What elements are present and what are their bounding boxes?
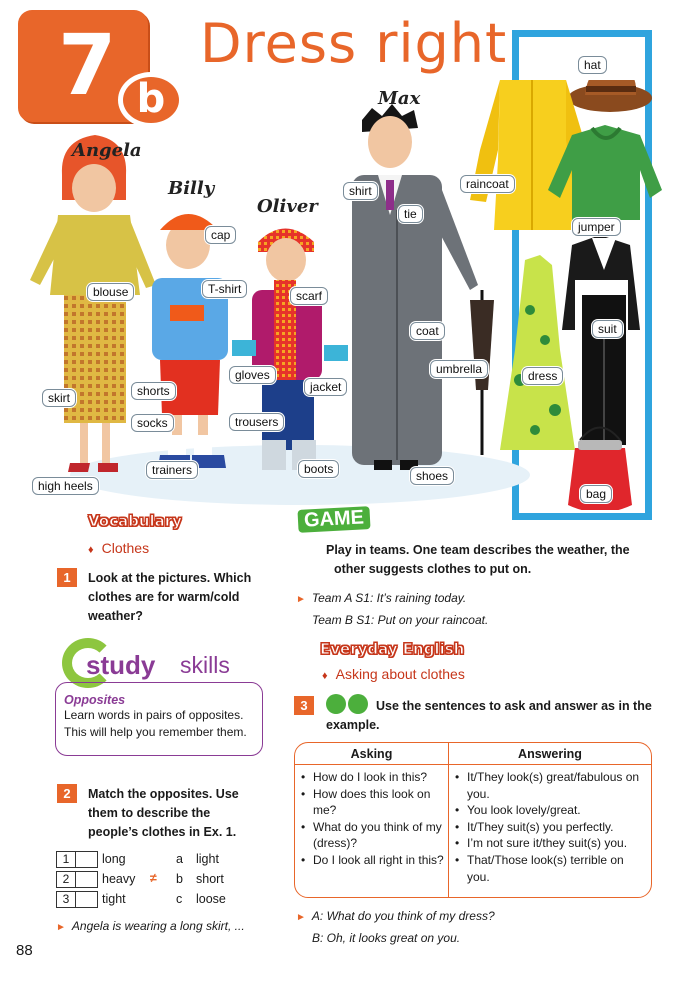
study-skills-word1: study xyxy=(86,650,156,680)
max-figure xyxy=(352,104,494,470)
label-high-heels: high heels xyxy=(32,477,99,495)
exercise-2-example: ► Angela is wearing a long skirt, ... xyxy=(56,919,245,933)
exercise-number-2: 2 xyxy=(57,784,77,803)
answer-box[interactable] xyxy=(76,871,98,888)
exercise-number-1: 1 xyxy=(57,568,77,587)
answer-box[interactable] xyxy=(76,891,98,908)
oliver-figure xyxy=(232,229,348,471)
label-bag: bag xyxy=(580,485,612,503)
asking-column: Asking • How do I look in this? • How does this look on me? • What do you think of my (dress)? • Do I look all right in this? xyxy=(295,743,449,897)
label-shirt: shirt xyxy=(343,182,378,200)
unit-number: 7 xyxy=(58,16,117,114)
arrow-icon: ► xyxy=(56,922,66,933)
hat-image xyxy=(568,80,652,112)
label-shorts: shorts xyxy=(131,382,176,400)
character-name-oliver: Oliver xyxy=(257,196,318,217)
label-coat: coat xyxy=(410,322,445,340)
dress-image xyxy=(500,255,575,450)
study-skills-heading: Opposites xyxy=(64,693,126,707)
label-trousers: trousers xyxy=(229,413,284,431)
page-title: Dress right xyxy=(200,12,508,75)
exercise-3-text-line2: example. xyxy=(326,718,380,732)
label-tie: tie xyxy=(398,205,423,223)
label-hat: hat xyxy=(578,56,607,74)
label-boots: boots xyxy=(298,460,339,478)
game-text: Play in teams. One team describes the weather, the other suggests clothes to put on. xyxy=(326,543,630,576)
diamond-icon: ♦ xyxy=(322,670,328,682)
pair-work-icon xyxy=(326,694,370,716)
asking-header: Asking xyxy=(295,743,448,765)
answering-column: Answering • It/They look(s) great/fabulous on you. • You look lovely/great. • It/They suit(s) you perfectly. • I’m not sure it/they suit(s) you. • That/Those look(s) terrible on you. xyxy=(449,743,651,897)
label-jumper: jumper xyxy=(572,218,621,236)
exercise-3-text: Use the sentences to ask and answer as in the xyxy=(376,699,652,713)
label-trainers: trainers xyxy=(146,461,198,479)
label-socks: socks xyxy=(131,414,174,432)
game-heading: GAME xyxy=(297,506,370,533)
unit-letter-badge: b xyxy=(118,72,184,128)
vocabulary-subheading: ♦ Clothes xyxy=(88,540,150,556)
study-skills-box xyxy=(55,682,263,756)
everyday-english-heading: Everyday English xyxy=(320,640,465,658)
vocabulary-heading: Vocabulary xyxy=(88,512,182,530)
character-name-angela: Angela xyxy=(72,140,142,161)
exercise-number-3: 3 xyxy=(294,696,314,715)
asking-answering-table xyxy=(294,742,652,898)
dialogue-example: ► A: What do you think of my dress? B: Oh, it looks great on you. xyxy=(296,909,495,945)
label-skirt: skirt xyxy=(42,389,76,407)
game-example: ► Team A S1: It’s raining today. Team B S1: Put on your raincoat. xyxy=(296,591,489,627)
label-tshirt: T-shirt xyxy=(202,280,247,298)
label-blouse: blouse xyxy=(87,283,134,301)
label-umbrella: umbrella xyxy=(430,360,488,378)
diamond-icon: ♦ xyxy=(88,544,94,556)
label-suit: suit xyxy=(592,320,623,338)
arrow-icon: ► xyxy=(296,912,306,923)
study-skills-word2: skills xyxy=(180,652,230,678)
suit-image xyxy=(562,235,640,445)
label-scarf: scarf xyxy=(290,287,328,305)
exercise-2-text: Match the opposites. Use them to describe the people’s clothes in Ex. 1. xyxy=(88,787,239,839)
not-equal-icon: ≠ xyxy=(150,871,157,885)
label-gloves: gloves xyxy=(229,366,276,384)
page-number: 88 xyxy=(16,942,33,959)
label-jacket: jacket xyxy=(304,378,347,396)
character-name-max: Max xyxy=(378,88,421,109)
exercise-1-text: Look at the pictures. Which clothes are for warm/cold weather? xyxy=(88,571,252,623)
character-name-billy: Billy xyxy=(168,178,215,199)
answering-header: Answering xyxy=(449,743,651,765)
answer-box[interactable] xyxy=(76,851,98,868)
label-raincoat: raincoat xyxy=(460,175,515,193)
study-skills-text: Learn words in pairs of opposites. This will help you remember them. xyxy=(64,708,247,739)
label-dress: dress xyxy=(522,367,563,385)
arrow-icon: ► xyxy=(296,594,306,605)
everyday-english-subheading: ♦ Asking about clothes xyxy=(322,666,465,682)
label-shoes: shoes xyxy=(410,467,454,485)
label-cap: cap xyxy=(205,226,236,244)
